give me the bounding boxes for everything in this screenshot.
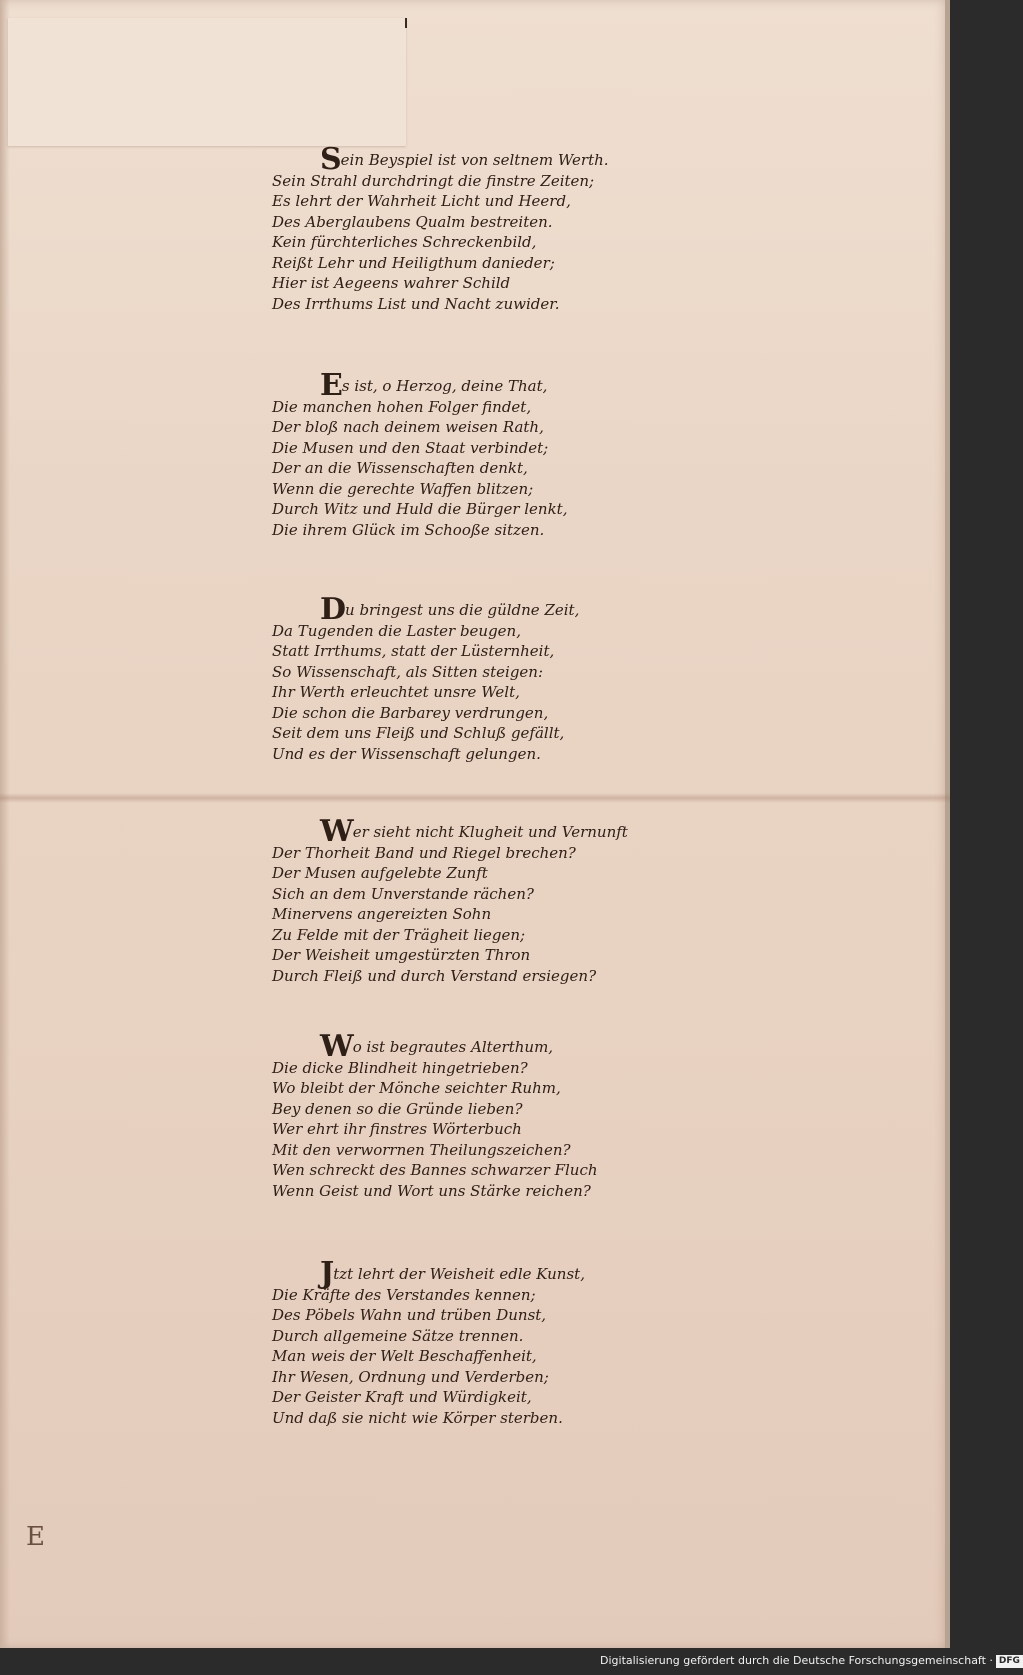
verse-line: Die Kräfte des Verstandes kennen;: [272, 1285, 536, 1304]
verse-line: Der Musen aufgelebte Zunft: [272, 864, 488, 882]
stanza-6: [272, 1256, 652, 1428]
verse-line: Der Thorheit Band und Riegel brechen?: [272, 843, 576, 862]
stanza-first-line: Es ist, o Herzog, deine That,: [320, 368, 548, 403]
page-fold-line: [0, 793, 950, 803]
verse-line: Wenn die gerechte Waffen blitzen;: [272, 479, 534, 498]
verse-line: Reißt Lehr und Heiligthum danieder;: [272, 253, 555, 272]
verse-line: Hier ist Aegeens wahrer Schild: [272, 274, 511, 292]
drop-initial: E: [320, 368, 342, 403]
drop-initial: D: [320, 592, 346, 627]
verse-line: Statt Irrthums, statt der Lüsternheit,: [272, 642, 555, 660]
verse-line: Durch allgemeine Sätze trennen.: [272, 1326, 524, 1345]
pasted-paper-strip: [8, 18, 406, 146]
drop-initial: S: [320, 142, 341, 177]
verse-line: Wen schreckt des Bannes schwarzer Fluch: [272, 1161, 598, 1179]
stanza-first-line: Jtzt lehrt der Weisheit edle Kunst,: [320, 1256, 585, 1291]
verse-line: Kein fürchterliches Schreckenbild,: [272, 233, 537, 251]
verse-line: Zu Felde mit der Trägheit liegen;: [272, 925, 526, 944]
verse-line: Und es der Wissenschaft gelungen.: [272, 744, 541, 763]
verse-line: Die ihrem Glück im Schooße sitzen.: [272, 520, 545, 539]
verse-line: So Wissenschaft, als Sitten steigen:: [272, 662, 544, 681]
verse-line: Der bloß nach deinem weisen Rath,: [272, 418, 544, 436]
verse-line: Wo bleibt der Mönche seichter Ruhm,: [272, 1079, 561, 1097]
verse-line: Durch Witz und Huld die Bürger lenkt,: [272, 500, 568, 518]
stanza-first-line: Wo ist begrautes Alterthum,: [320, 1029, 554, 1064]
verse-line: Und daß sie nicht wie Körper sterben.: [272, 1408, 563, 1427]
drop-initial: W: [320, 814, 353, 849]
stanza-5: [272, 1029, 652, 1201]
verse-line: Der Weisheit umgestürzten Thron: [272, 946, 531, 964]
verse-line: Wer ehrt ihr finstres Wörterbuch: [272, 1120, 522, 1138]
verse-line: Die schon die Barbarey verdrungen,: [272, 703, 549, 722]
verse-line: Mit den verworrnen Theilungszeichen?: [272, 1140, 571, 1159]
verse-line: Da Tugenden die Laster beugen,: [272, 621, 521, 640]
stanza-first-line: Du bringest uns die güldne Zeit,: [320, 592, 580, 627]
stanza-first-line: Sein Beyspiel ist von seltnem Werth.: [320, 142, 609, 177]
verse-line: Des Aberglaubens Qualm bestreiten.: [272, 212, 553, 231]
verse-line: Sich an dem Unverstande rächen?: [272, 884, 534, 903]
verse-line: Es lehrt der Wahrheit Licht und Heerd,: [272, 192, 571, 210]
stanza-2: [272, 368, 652, 540]
page-left-edge: [0, 0, 10, 1648]
verse-line: Bey denen so die Gründe lieben?: [272, 1099, 523, 1118]
stanza-3: [272, 592, 652, 764]
signature-mark: E: [26, 1522, 45, 1552]
verse-line: Der an die Wissenschaften denkt,: [272, 459, 528, 477]
stanza-1: [272, 142, 652, 314]
verse-line: Die Musen und den Staat verbindet;: [272, 438, 549, 457]
drop-initial: W: [320, 1029, 353, 1064]
verse-line: Durch Fleiß und durch Verstand ersiegen?: [272, 966, 597, 985]
dfg-logo: DFG: [996, 1655, 1023, 1668]
drop-initial: J: [320, 1256, 334, 1291]
footer-text: Digitalisierung gefördert durch die Deutsche Forschungsgemeinschaft ·: [600, 1654, 993, 1667]
stanza-4: [272, 814, 652, 986]
verse-line: Seit dem uns Fleiß und Schluß gefällt,: [272, 724, 565, 742]
stanza-first-line: Wer sieht nicht Klugheit und Vernunft: [320, 814, 628, 849]
funding-footer: [600, 1651, 1020, 1671]
page-right-edge: [945, 0, 950, 1648]
verse-line: Die manchen hohen Folger findet,: [272, 397, 532, 416]
verse-line: Die dicke Blindheit hingetrieben?: [272, 1058, 528, 1077]
verse-line: Ihr Wesen, Ordnung und Verderben;: [272, 1367, 549, 1386]
verse-line: Minervens angereizten Sohn: [272, 905, 492, 923]
verse-line: Ihr Werth erleuchtet unsre Welt,: [272, 683, 520, 701]
verse-line: Des Irrthums List und Nacht zuwider.: [272, 294, 560, 313]
verse-line: Der Geister Kraft und Würdigkeit,: [272, 1388, 532, 1406]
verse-line: Wenn Geist und Wort uns Stärke reichen?: [272, 1181, 591, 1200]
verse-line: Man weis der Welt Beschaffenheit,: [272, 1347, 537, 1365]
verse-line: Des Pöbels Wahn und trüben Dunst,: [272, 1306, 547, 1324]
fold-tick-mark: [405, 18, 407, 28]
verse-line: Sein Strahl durchdringt die finstre Zeiten;: [272, 171, 595, 190]
